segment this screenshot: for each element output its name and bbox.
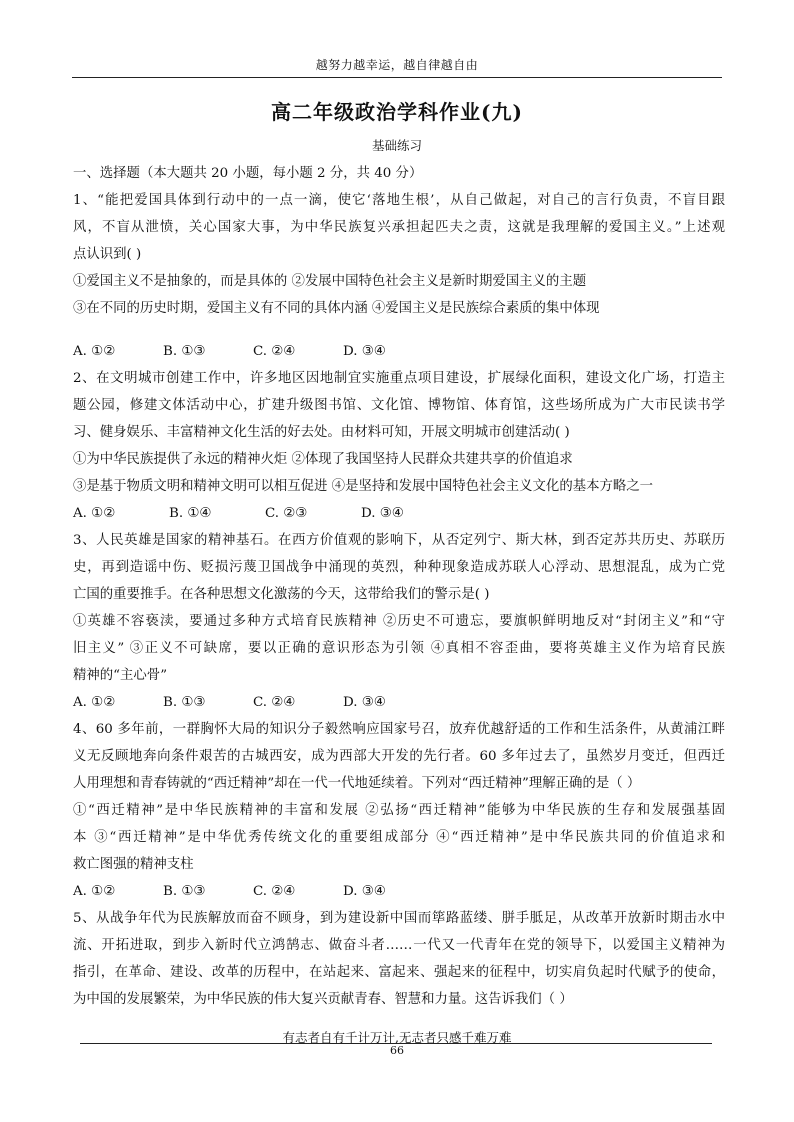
option-b: B. ①③ (163, 884, 206, 899)
answer-options (73, 500, 725, 527)
option-b: B. ①④ (169, 506, 212, 521)
question-line: 人用理想和青春铸就的“西迁精神”却在一代一代地延续着。下列对“西迁精神”理解正确的是（ ） (73, 776, 641, 791)
question-line: 1、“能把爱国具体到行动中的一点一滴，使它‘落地生根’，从自己做起，对自己的言行负责，不盲目跟 (73, 193, 725, 208)
header-divider (72, 77, 722, 78)
option-b: B. ①③ (163, 344, 206, 359)
question-line: 精神的“主心骨” (73, 668, 168, 683)
option-c: C. ②③ (265, 506, 308, 521)
question-line: 题公园，修建文体活动中心，扩建升级图书馆、文化馆、博物馆、体育馆，这些场所成为广大市民读书学 (73, 398, 725, 413)
option-a: A. ①② (73, 506, 116, 521)
option-d: D. ③④ (343, 884, 386, 899)
question-line: 义无反顾地奔向条件艰苦的古城西安，成为西部大开发的先行者。60 多年过去了，虽然岁月变迁，但西迁 (73, 749, 725, 764)
page-subtitle: 基础练习 (371, 138, 422, 153)
option-a: A. ①② (73, 884, 116, 899)
option-c: C. ②④ (253, 344, 296, 359)
question-line: 为中国的发展繁荣，为中华民族的伟大复兴贡献青春、智慧和力量。这告诉我们（ ） (73, 992, 573, 1007)
option-b: B. ①③ (163, 695, 206, 710)
option-a: A. ①② (73, 695, 116, 710)
question-4 (73, 716, 725, 905)
question-5 (73, 905, 725, 1013)
question-line: ③是基于物质文明和精神文明可以相互促进 ④是坚持和发展中国特色社会主义文化的基本方略之一 (73, 479, 654, 494)
question-line: 2、在文明城市创建工作中，许多地区因地制宜实施重点项目建设，扩展绿化面积，建设文化广场，打造主 (73, 371, 725, 386)
question-line: 习、健身娱乐、丰富精神文化生活的好去处。由材料可知，开展文明城市创建活动( ) (73, 425, 570, 440)
question-line: 流、开拓进取，到步入新时代立鸿鹄志、做奋斗者……一代又一代青年在党的领导下，以爱国主义精神为 (73, 938, 725, 953)
question-3 (73, 527, 725, 716)
question-line: ①爱国主义不是抽象的，而是具体的 ②发展中国特色社会主义是新时期爱国主义的主题 (73, 274, 587, 289)
answer-options (73, 338, 725, 365)
question-line: 3、人民英雄是国家的精神基石。在西方价值观的影响下，从否定列宁、斯大林，到否定苏共历史、苏联历 (73, 533, 725, 548)
content (73, 160, 725, 1013)
answer-options (73, 878, 725, 905)
answer-options (73, 689, 725, 716)
question-line: 救亡图强的精神支柱 (73, 857, 194, 872)
question-line: 史，再到造谣中伤、贬损污蔑卫国战争中涌现的英烈，种种现象造成苏联人心浮动、思想混乱，成为亡党 (73, 560, 725, 575)
question-line: ①英雄不容亵渎，要通过多种方式培育民族精神 ②历史不可遗忘，要旗帜鲜明地反对“封闭主义”和“守 (73, 614, 725, 629)
option-c: C. ②④ (253, 695, 296, 710)
page-title: 高二年级政治学科作业(九) (271, 100, 523, 124)
question-line: 指引，在革命、建设、改革的历程中，在站起来、富起来、强起来的征程中，切实肩负起时代赋予的使命， (73, 965, 725, 980)
page-number: 66 (390, 1044, 404, 1057)
question-line: 4、60 多年前，一群胸怀大局的知识分子毅然响应国家号召，放弃优越舒适的工作和生活条件，从黄浦江畔 (73, 722, 725, 737)
question-line: 亡国的重要推手。在各种思想文化激荡的今天，这带给我们的警示是( ) (73, 587, 490, 602)
spacer (73, 322, 725, 338)
section-heading: 一、选择题（本大题共 20 小题，每小题 2 分，共 40 分） (73, 166, 423, 181)
question-line: 点认识到( ) (73, 247, 142, 262)
header-motto: 越努力越幸运，越自律越自由 (315, 58, 479, 72)
question-line: ①“西迁精神”是中华民族精神的丰富和发展 ②弘扬“西迁精神”能够为中华民族的生存和发展强基固 (73, 803, 725, 818)
question-line: ①为中华民族提供了永远的精神火炬 ②体现了我国坚持人民群众共建共享的价值追求 (73, 452, 573, 467)
question-line: ③在不同的历史时期，爱国主义有不同的具体内涵 ④爱国主义是民族综合素质的集中体现 (73, 301, 600, 316)
question-line: 风，不盲从泄愤，关心国家大事，为中华民族复兴承担起匹夫之责，这就是我理解的爱国主义。”上述观 (73, 220, 725, 235)
question-2 (73, 365, 725, 527)
question-1 (73, 187, 725, 365)
footer-motto: 有志者自有千计万计,无志者只感千难万难 (282, 1030, 512, 1045)
option-d: D. ③④ (343, 344, 386, 359)
option-d: D. ③④ (361, 506, 404, 521)
option-d: D. ③④ (343, 695, 386, 710)
option-c: C. ②④ (253, 884, 296, 899)
option-a: A. ①② (73, 344, 116, 359)
question-line: 旧主义” ③正义不可缺席，要以正确的意识形态为引领 ④真相不容歪曲，要将英雄主义作为培育民族 (73, 641, 725, 656)
question-line: 5、从战争年代为民族解放而奋不顾身，到为建设新中国而筚路蓝缕、胼手胝足，从改革开放新时期击水中 (73, 911, 725, 926)
question-line: 本 ③“西迁精神”是中华优秀传统文化的重要组成部分 ④“西迁精神”是中华民族共同的价值追求和 (73, 830, 725, 845)
